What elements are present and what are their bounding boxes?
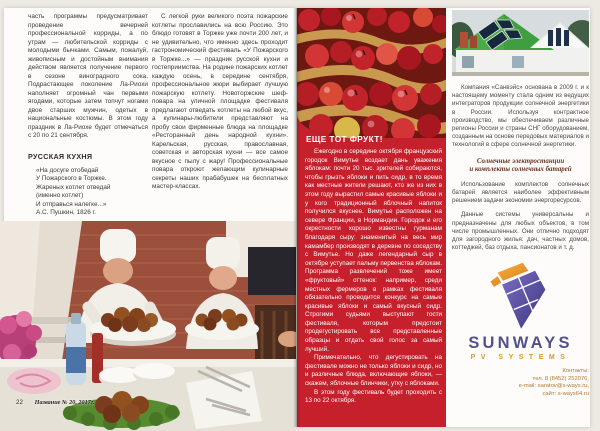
feature-paragraph: Примечательно, что дегустировать на фестивале можно не только яблоки и сидр, но и различные блюда, включающие яблоки, — скажем, яблочные блинчики, утку с яблоками. <box>305 354 442 388</box>
page-gutter-shadow <box>293 8 301 427</box>
ad-subheading <box>452 158 589 175</box>
solar-panel-logo-graphic <box>475 260 567 332</box>
quote-line: И отправься налегке...» <box>36 200 107 208</box>
feature-heading: ЕЩЕ ТОТ ФРУКТ! <box>306 134 383 144</box>
apples-in-baskets-photo <box>297 8 446 138</box>
pv-systems-wordmark: PV SYSTEMS <box>470 354 571 362</box>
page-footer <box>16 399 95 406</box>
company-intro-paragraph: Компания «Санвэйс» основана в 2009 г. и к настоящему моменту стала одним из ведущих интеграторов продукции солнечной энергетики в России. Используя контрактное производство, мы обеспечиваем различные регионы России и страны СНГ оборудованием, созданным на основе передовых материалов и технологий в сфере солнечной энергетики. <box>452 84 589 149</box>
ad-body-paragraph: Использование комплектов солнечных батарей является наиболее эффективным решением задачи экономии энергоресурсов. <box>452 180 589 205</box>
contacts-block <box>452 368 589 398</box>
issue-title: Название № 20, 2017г. <box>34 399 95 406</box>
quote-line: У Пожарского в Торжке. <box>36 175 107 183</box>
feature-paragraph: Ежегодно в середине октября французский городок Вимутье воздает дань уважения яблокам: почти 20 тыс. зрителей собираются, чтобы грызть яблоки и пить сидр, в то время как местные жители решают, кто же из них в этом году вырастил самые красивые яблоки и у кого традиционный яблочный напиток получился вкуснее. Вимутье расположен на севере Франции, в Нормандии. Городок и его окрестности хорошо известны гурманам благодаря сыру: знаменитый на весь мир камамбер производят в деревне по соседству с Вимутье. Но даже легендарный сыр в октябре уступает пальму первенства яблокам. Программа развлечений тоже имеет «фруктовый» оттенок: например, среди местных фермеров в рамках фестиваля обязательно проводится конкурс на самые красивые яблоки и самый вкусный сидр. Строгими судьями выступают гости фестиваля, которым предстоит продегустировать все представленные образцы и отдать свой голос за самый лучший. <box>305 148 442 353</box>
contact-email: e-mail: saratov@s-ways.ru, <box>518 383 589 390</box>
left-column-2 <box>152 13 288 192</box>
sunways-logo <box>452 260 589 361</box>
ad-subheading-line: и комплекты солнечных батарей <box>469 166 572 174</box>
sunways-wordmark: SUNWAYS <box>468 334 573 353</box>
left-column-1 <box>28 13 148 218</box>
contacts-label: Контакты: <box>562 368 589 375</box>
quote-line: Жареных котлет отведай <box>36 183 111 191</box>
ad-body-paragraph: Данные системы универсальны и предназначены для любых объектов, в том числе промышленных. Они отлично подходят для загородного жилья: дач, частных домов, коттеджей, баз отдыха, пансионатов и т. д. <box>452 211 589 252</box>
quote-attribution: А.С. Пушкин, 1826 г. <box>36 209 96 217</box>
pushkin-quote <box>36 167 148 219</box>
house-with-solar-panels-photo <box>452 10 589 76</box>
page-number: 22 <box>16 399 23 406</box>
quote-line: «На досуге отобедай <box>36 166 99 174</box>
feature-paragraph: В этом году фестиваль будет проходить с 13 по 22 октября. <box>305 388 442 405</box>
quote-line: (именно котлет) <box>36 192 84 200</box>
contact-phone: тел. 8 (8452) 252076, <box>532 375 589 382</box>
ad-subheading-line: Солнечные электростанции <box>476 157 565 165</box>
corrida-paragraph: часть программы предусматривает проведение вечерней профессиональной корриды, а по утрам — любительской корриды с молодыми бычками. Самым, пожалуй, живописным и достойным внимания действом является получение первого в сезоне виноградного сока. Подрастающее поколение Ла-Риохи наполняет огромный чан первыми ягодами, которые затем топчут ногами двое старших мужчин, одетых в национальные костюмы. В этом году праздник в Ла-Риохе будет отмечаться с 20 по 21 сентября. <box>28 13 148 139</box>
feature-article <box>305 148 442 406</box>
sunways-ad-column <box>452 10 589 398</box>
russian-cuisine-heading: РУССКАЯ КУХНЯ <box>28 151 93 161</box>
contact-site: сайт: s-ways64.ru <box>542 390 589 397</box>
pozharsky-paragraph: С легкой руки великого поэта пожарские котлеты прославились на всю Россию. Это блюдо готовят в Торжке уже почти 200 лет, и не удивительно, что именно здесь проходит гастрономический фестиваль «У Пожарского в Торжке...» — праздник русской кухни и гостеприимства. На родине пожарских котлет каждую осень, в середине сентября, профессиональное жюри выбирает лучшую пожарскую котлету. Новоторжские шеф-повара на уличной площадке фестиваля предлагают отведать котлеты на любой вкус, а кулинары-любители представляют на пробу свои фирменные блюда на площадке «Ресторанный день народной кухни». Карельская, русская, православная, советская и авторская кухни — все самое вкусное с пылу с жару! Профессиональные повара откроют желающим кулинарные секреты наших прабабушек на бесплатных мастер-классах. <box>152 13 288 190</box>
